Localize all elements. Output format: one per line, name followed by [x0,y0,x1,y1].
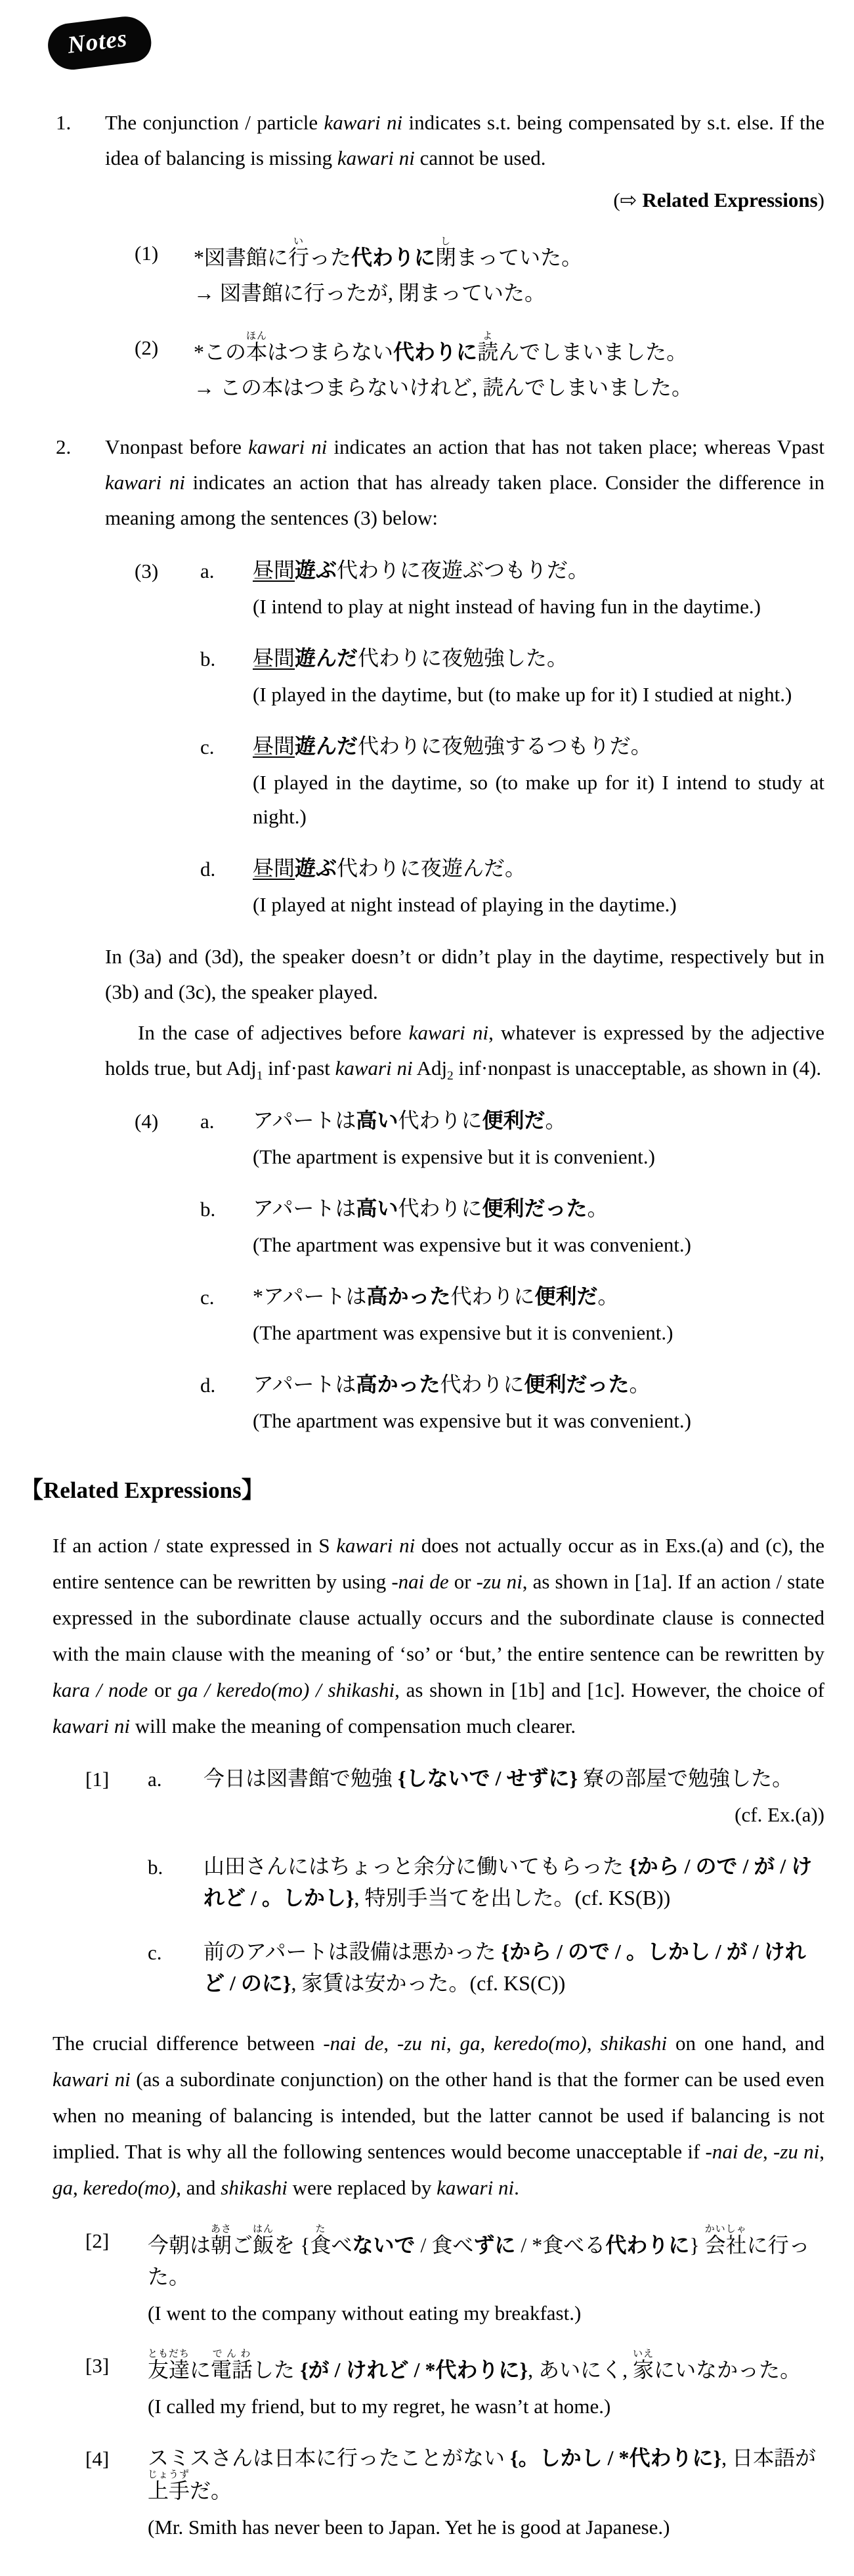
english-translation [148,2296,824,2330]
text-segment: In the case of adjectives before [138,1021,409,1044]
example-body [148,2442,824,2544]
example-body [253,1104,824,1174]
example-sublabel: d. [200,858,216,881]
japanese-line [194,236,824,273]
text-segment: 。 [597,1284,619,1308]
example-sublabel: c. [200,735,215,758]
text-segment: 高かった [356,1372,440,1396]
japanese-line [253,1280,824,1312]
text-segment: ga [53,2176,73,2199]
text-segment: った [309,246,352,269]
text-segment: {が / けれど / *代わりに} [300,2358,528,2382]
text-segment: kawari ni [335,1057,413,1080]
text-segment: 今日は図書館で勉強 [203,1766,398,1790]
example-body [253,852,824,922]
text-segment: 便利だ [534,1284,598,1308]
text-segment: shikashi [221,2176,288,2199]
example-body [253,1368,824,1438]
text-segment: を { [274,2233,310,2257]
text-segment: (I played in the daytime, but (to make up for it) I studied at night.) [253,683,792,706]
text-segment: indicates an action that has already taken place. Consider the difference in meaning among the sentences (3) below: [105,471,824,529]
text-segment: 代わりに [450,1284,535,1308]
japanese-line [203,1850,824,1913]
text-segment: kawari ni [408,1021,489,1044]
furigana: よ [477,331,499,341]
japanese-line [253,1368,824,1400]
text-segment: (I called my friend, but to my regret, he wasn’t at home.) [148,2395,611,2418]
text-segment: 遊んだ [295,646,358,670]
text-segment: 代わりに [605,2233,690,2257]
text-segment: indicates s.t. being compensated by s.t. else. If the idea of balancing is missing [105,111,825,169]
text-segment: *図書館に [194,246,289,269]
text-segment: 前のアパートは設備は悪かった [203,1940,502,1963]
text-segment: した [253,2358,301,2382]
furigana: た [310,2224,331,2235]
japanese-line [194,277,824,309]
text-segment: アパートは [253,1196,356,1220]
text-segment: or [148,1678,178,1701]
text-segment: {しないで / せずに} [398,1766,578,1790]
text-segment: or [448,1570,477,1593]
related-expressions-ref [30,183,824,218]
text-segment: スミスさんは日本に行ったことがない [148,2446,511,2470]
text-segment: 。 [587,1196,608,1220]
text-segment: 代わりに [351,246,436,269]
text-segment: → 図書館に行ったが, 閉まっていた。 [194,281,546,305]
text-segment: If an action / state expressed in S [53,1534,337,1557]
example [30,2224,824,2330]
example-sublabel: d. [200,1374,216,1397]
english-translation [253,678,824,712]
text-segment: 昼間 [253,856,295,880]
re-paragraph [53,2025,824,2206]
english-translation [253,590,824,624]
text-segment: 代わりに [440,1372,524,1396]
note-number: 1. [56,111,72,134]
english-translation [148,2390,824,2424]
example-label: [3] [85,2354,110,2377]
text-segment: 代わりに夜勉強した。 [358,646,568,670]
ruby-text: 友達ともだち [148,2349,190,2382]
text-segment: だ。 [190,2479,232,2502]
example-body [203,1850,824,1917]
english-translation [253,1140,824,1174]
text-segment: Adj [412,1057,448,1080]
text-segment: 便利だった [482,1196,587,1220]
example-sublabel: b. [200,647,216,670]
text-segment: 代わりに夜遊ぶつもりだ。 [337,558,589,582]
text-segment: (The apartment is expensive but it is convenient.) [253,1145,655,1168]
note-item [30,429,824,536]
example [30,1104,824,1174]
text-segment: 代わりに夜遊んだ。 [337,856,526,880]
text-segment: 便利だった [524,1372,630,1396]
japanese-line [148,2224,824,2292]
ruby-text: 食た [310,2224,331,2257]
text-segment: / 食べ [415,2233,474,2257]
text-segment: , [586,2032,601,2055]
example-sublabel: a. [148,1768,162,1791]
text-segment: ga / keredo(mo) / shikashi [177,1678,395,1701]
related-expressions-header: 【Related Expressions】 [20,1477,265,1503]
ruby-text: 読よ [477,331,499,364]
furigana: し [435,236,457,247]
example-body [194,331,824,407]
text-segment: (as a subordinate conjunction) on the other hand is that the former can be used even when no meaning of balancing is intended, but the latter cannot be used if balancing is not implied. That is why all the following sentences would become unacceptable if [53,2068,824,2163]
text-segment: 遊ぶ [295,856,337,880]
japanese-line [148,2442,824,2506]
ruby-text: 上手じょうず [148,2470,190,2502]
ruby-text: 朝あさ [211,2224,232,2257]
text-segment: 今朝は [148,2233,211,2257]
example-body [194,236,824,313]
text-segment: , 家賃は安かった。(cf. KS(C)) [291,1971,566,1995]
text-segment: The crucial difference between [53,2032,324,2055]
text-segment: on one hand, and [667,2032,825,2055]
note-number: 2. [56,435,72,458]
example-body [203,1762,824,1832]
furigana: でんわ [211,2349,253,2359]
text-segment: はつまらない [267,340,394,364]
english-translation [253,888,824,922]
text-segment: 。 [629,1372,651,1396]
example [30,1192,824,1262]
text-segment: {から / ので / が / けれど / 。しかし} [203,1854,813,1910]
example-label [135,1192,200,1262]
text-segment: 代わりに [398,1108,482,1132]
text-segment: kawari ni [53,1714,130,1737]
example-label [135,1280,200,1350]
text-segment: keredo(mo) [494,2032,587,2055]
text-segment: 昼間 [253,646,295,670]
example-label [135,730,200,834]
example-body [253,1280,824,1350]
furigana: はん [253,2224,274,2235]
text-segment: (The apartment was expensive but it was convenient.) [253,1409,691,1432]
text-segment: keredo(mo) [83,2176,177,2199]
ruby-text: 会社かいしゃ [704,2224,747,2257]
text-segment: -nai de [705,2140,763,2163]
example [30,1280,824,1350]
text-segment: kawari ni [105,471,185,494]
text-segment: (I played at night instead of playing in the daytime.) [253,893,677,916]
ruby-text: 閉し [435,236,457,269]
notes-badge-wrap [48,20,824,83]
example-label: [1] [85,1768,110,1791]
text-segment: , [446,2032,460,2055]
paragraph [105,1015,824,1086]
example [30,1762,824,1832]
english-translation [253,1228,824,1262]
japanese-line [253,554,824,586]
text-segment: -zu ni [476,1570,523,1593]
example-body [203,1936,824,2003]
text-segment: , 特別手当てを出した。(cf. KS(B)) [354,1886,671,1910]
text-segment: kawari ni [336,1534,416,1557]
ruby-text: 電話でんわ [211,2349,253,2382]
right-arrow-icon: ⇨ [620,188,637,212]
example-label: [4] [85,2447,110,2470]
text-segment: inf·past [263,1057,335,1080]
japanese-line [148,2349,824,2386]
text-segment: に行った。 [148,2233,810,2288]
text-segment: inf·nonpast is unacceptable, as shown in (4). [453,1057,822,1080]
re-paragraph [53,1527,824,1744]
example-label: (3) [135,559,159,582]
text-segment: 2 [447,1069,454,1083]
text-segment: , whatever is expressed by the adjective holds true, but Adj [105,1021,824,1080]
text-segment: にいなかった。 [654,2358,801,2382]
text-segment: まっていた。 [456,246,583,269]
text-segment: 高い [356,1108,398,1132]
note-text [105,105,824,176]
text-segment: *アパートは [253,1284,367,1308]
japanese-line [203,1762,824,1794]
text-segment: 便利だ [482,1108,545,1132]
japanese-line [203,1936,824,1999]
example [30,1936,824,2003]
text-segment: } [689,2233,705,2257]
text-segment: , and [176,2176,221,2199]
text-segment: shikashi [600,2032,668,2055]
text-segment: . [514,2176,519,2199]
example-label: [2] [85,2229,110,2252]
ruby-text: 飯はん [253,2224,274,2257]
ruby-text: 本ほん [246,331,268,364]
text-segment: kawari ni [324,111,403,134]
furigana: かいしゃ [704,2224,747,2235]
text-segment: べ [331,2233,352,2257]
note-item [30,105,824,176]
text-segment: (I intend to play at night instead of having fun in the daytime.) [253,595,761,618]
text-segment: , [73,2176,83,2199]
furigana: い [288,236,310,247]
example [30,1368,824,1438]
text-segment: , as shown in [1b] and [1c]. However, the choice of [395,1678,824,1701]
example-label [135,852,200,922]
example-body [148,2224,824,2330]
example-label [85,1936,148,2003]
text-segment: kawari ni [437,2176,515,2199]
example [30,236,824,313]
example-body [253,642,824,712]
english-translation [253,1404,824,1438]
example-label: (4) [135,1110,159,1133]
furigana: あさ [211,2224,232,2235]
text-segment: *この [194,340,247,364]
text-segment: に [190,2358,211,2382]
text-segment: / *食べる [515,2233,606,2257]
english-translation [253,766,824,834]
text-segment: 代わりに夜勉強するつもりだ。 [358,734,652,758]
text-segment: 遊んだ [295,734,358,758]
text-segment: kara / node [53,1678,148,1701]
example-label [85,1850,148,1917]
text-segment: , [383,2032,397,2055]
example [30,2349,824,2424]
text-segment: , 日本語が [721,2446,817,2470]
example-sublabel: b. [148,1856,163,1879]
furigana: じょうず [148,2470,190,2480]
example [30,554,824,624]
example-sublabel: a. [200,1110,215,1133]
text-segment: -zu ni [773,2140,820,2163]
japanese-line [194,331,824,368]
english-translation [253,1316,824,1350]
text-segment: , as shown in [1a]. If an action / state expressed in the subordinate clause actually occurs and the subordinate clause is connected with the main clause with the meaning of ‘so’ or ‘but,’ the entire sentence can be rewritten by [53,1570,824,1665]
text-segment: kawari ni [248,435,328,458]
example-sublabel: c. [200,1286,215,1309]
text-segment: ずに [473,2233,516,2257]
text-segment: (The apartment was expensive but it was convenient.) [253,1233,691,1256]
text-segment: ないで [352,2233,416,2257]
example-label: (2) [135,336,159,359]
ruby-text: 家いえ [633,2349,654,2382]
text-segment: -nai de [391,1570,449,1593]
example-sublabel: c. [148,1941,162,1964]
japanese-line [253,1192,824,1224]
text-segment: 山田さんにはちょっと余分に働いてもらった [203,1854,630,1878]
text-segment: were replaced by [287,2176,437,2199]
text-segment: cannot be used. [414,146,546,169]
text-segment: 。 [545,1108,566,1132]
text-segment: ( [613,188,620,211]
japanese-line [253,730,824,762]
text-segment: → この本はつまらないけれど, 読んでしまいました。 [194,376,693,399]
text-segment: 高かった [366,1284,451,1308]
text-segment: 昼間 [253,734,295,758]
text-segment: -zu ni [397,2032,446,2055]
text-segment: , [480,2032,494,2055]
english-translation [148,2510,824,2544]
paragraph [105,939,824,1010]
example-body [253,730,824,834]
text-segment: 代わりに [398,1196,482,1220]
text-segment: 代わりに [393,340,478,364]
text-segment: In (3a) and (3d), the speaker doesn’t or didn’t play in the daytime, respectively but in (3b) and (3c), the speaker played. [105,945,824,1003]
example-body [253,1192,824,1262]
text-segment: アパートは [253,1108,356,1132]
text-segment: The conjunction / particle [105,111,324,134]
text-segment: アパートは [253,1372,356,1396]
text-segment: 寮の部屋で勉強した。 [578,1766,794,1790]
text-segment: , あいにく, [528,2358,633,2382]
example-label [135,1368,200,1438]
document-content [20,105,825,2544]
furigana: ほん [246,331,268,341]
ruby-text: 行い [288,236,310,269]
text-segment: ご [232,2233,253,2257]
japanese-line [253,1104,824,1136]
example [30,730,824,834]
text-segment: kawari ni [53,2068,131,2091]
example [30,852,824,922]
text-segment: ) [817,188,824,211]
example-body [253,554,824,624]
example [30,331,824,407]
text-segment: (I played in the daytime, so (to make up for it) I intend to study at night.) [253,771,824,828]
note-text [105,429,824,536]
example-label [135,642,200,712]
example-label: (1) [135,242,159,265]
text-segment: , [763,2140,773,2163]
text-segment: does not actually occur as in Exs.(a) and (c), the entire sentence can be rewritten by using [53,1534,824,1593]
notes-badge: Notes [45,14,154,73]
text-segment: kawari ni [337,146,415,169]
text-segment: 遊ぶ [295,558,337,582]
text-segment: (The apartment was expensive but it is convenient.) [253,1321,673,1344]
text-segment: -nai de [323,2032,384,2055]
text-segment: , [819,2140,824,2163]
text-segment: {。しかし / *代わりに} [510,2446,722,2470]
cf-reference [203,1798,824,1832]
text-segment: Vnonpast before [105,435,249,458]
text-segment: Related Expressions [642,188,818,211]
text-segment: (cf. Ex.(a)) [735,1803,824,1826]
example [30,2442,824,2544]
japanese-line [253,852,824,884]
text-segment: んでしまいました。 [498,340,688,364]
japanese-line [253,642,824,674]
text-segment: will make the meaning of compensation much clearer. [129,1714,576,1737]
text-segment: {から / ので / 。しかし / が / けれど / のに} [203,1940,806,1995]
text-segment: (Mr. Smith has never been to Japan. Yet he is good at Japanese.) [148,2516,670,2539]
furigana: ともだち [148,2349,190,2359]
example-body [148,2349,824,2424]
example [30,1850,824,1917]
text-segment: 高い [356,1196,398,1220]
text-segment: 1 [256,1069,263,1083]
example-sublabel: a. [200,559,215,582]
example-sublabel: b. [200,1198,216,1221]
japanese-line [194,372,824,403]
text-segment: indicates an action that has not taken place; whereas Vpast [327,435,824,458]
text-segment: 昼間 [253,558,295,582]
text-segment: ga [459,2032,480,2055]
text-segment: (I went to the company without eating my breakfast.) [148,2302,582,2325]
example [30,642,824,712]
furigana: いえ [633,2349,654,2359]
